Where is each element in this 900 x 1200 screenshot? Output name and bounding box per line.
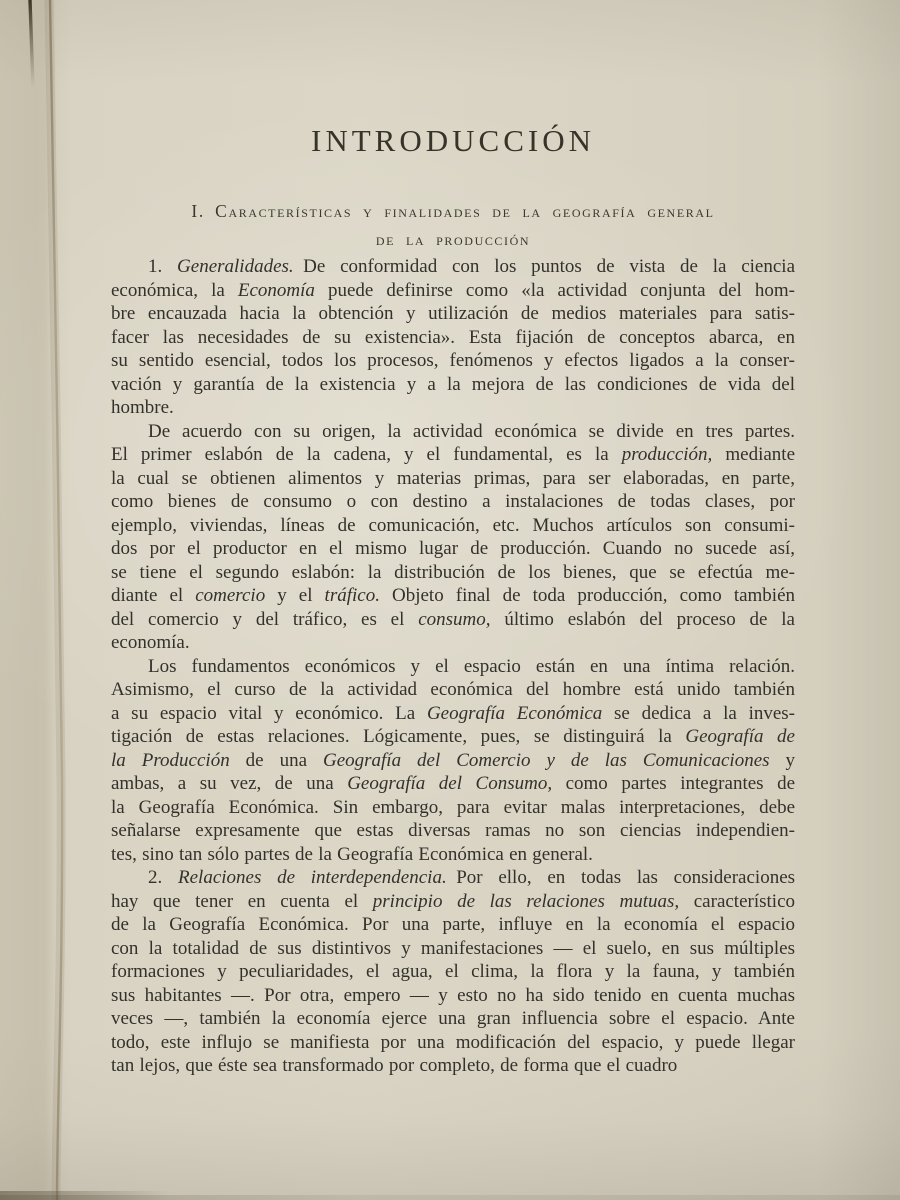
- text-segment: veces —, también la economía ejerce una gran influencia sobre el espacio. Ante: [111, 1008, 795, 1029]
- text-line: [111, 420, 795, 444]
- text-segment: del comercio y del tráfico, es el: [111, 608, 419, 630]
- text-line: [111, 937, 795, 961]
- text-line: [111, 443, 795, 467]
- italic-text-segment: consumo,: [418, 608, 491, 630]
- text-segment: todo, este influjo se manifiesta por una modificación del espacio, y puede llegar: [111, 1031, 795, 1053]
- text-segment: De conformidad con los puntos de vista de la ciencia: [293, 256, 796, 277]
- text-line: [111, 772, 795, 796]
- text-line: [111, 913, 795, 937]
- text-segment: formaciones y peculiaridades, el agua, el clima, la flora y la fauna, y también: [111, 961, 795, 982]
- text-segment: se tiene el segundo eslabón: la distribución de los bienes, que se efectúa me-: [111, 561, 795, 583]
- text-segment: último eslabón del proceso de la: [490, 608, 795, 630]
- text-line: [111, 255, 795, 279]
- text-segment: tan lejos, que éste sea transformado por completo, de forma que el cuadro: [111, 1055, 678, 1076]
- italic-text-segment: Economía: [237, 279, 315, 301]
- text-line: [111, 890, 795, 914]
- text-line: [111, 984, 795, 1008]
- text-line: [111, 349, 795, 373]
- italic-text-segment: Generalidades.: [177, 256, 294, 277]
- section-heading-line-1: I. Características y finalidades de la geografía general: [191, 201, 715, 221]
- italic-text-segment: Geografía Económica: [426, 702, 603, 724]
- text-line: [111, 279, 795, 303]
- text-segment: ejemplo, viviendas, líneas de comunicación, etc. Muchos artículos son consumi-: [111, 514, 795, 536]
- text-segment: El primer eslabón de la cadena, y el fundamental, es la: [111, 444, 622, 465]
- text-segment: como partes integrantes de: [552, 773, 795, 794]
- text-segment: de la Geografía Económica. Por una parte, influye en la economía el espacio: [111, 914, 795, 935]
- text-line: [111, 467, 795, 491]
- text-segment: mediante: [712, 444, 795, 465]
- text-segment: la cual se obtienen alimentos y materias primas, para ser elaboradas, en parte,: [111, 467, 795, 489]
- text-segment: 1.: [148, 256, 178, 277]
- text-segment: económica, la: [111, 279, 238, 301]
- section-heading-line-2: de la producción: [375, 229, 531, 249]
- text-line: [111, 396, 795, 420]
- paragraph: [111, 255, 795, 420]
- text-segment: se dedica a la inves-: [602, 702, 796, 724]
- text-segment: 2.: [148, 867, 178, 888]
- text-line: [111, 1054, 795, 1078]
- text-line: [111, 655, 795, 679]
- text-segment: bre encauzada hacia la obtención y utilización de medios materiales para satis-: [111, 303, 795, 324]
- text-line: [111, 725, 795, 749]
- italic-text-segment: producción,: [621, 444, 713, 465]
- text-line: [111, 584, 795, 608]
- italic-text-segment: Geografía de: [685, 726, 795, 747]
- italic-text-segment: comercio: [195, 585, 266, 606]
- text-segment: Por ello, en todas las consideraciones: [446, 867, 796, 888]
- text-line: [111, 1031, 795, 1055]
- text-line: [111, 608, 795, 632]
- text-segment: facer las necesidades de su existencia». Esta fijación de conceptos abarca, en: [111, 326, 795, 348]
- text-line: [111, 866, 795, 890]
- text-segment: hay que tener en cuenta el: [111, 890, 373, 912]
- text-line: [111, 796, 795, 820]
- text-segment: hombre.: [111, 397, 174, 418]
- text-segment: a su espacio vital y económico. La: [111, 702, 427, 724]
- page-bottom-corner-shadow: [0, 1191, 170, 1200]
- italic-text-segment: la Producción: [111, 749, 230, 771]
- text-segment: característico: [679, 890, 796, 912]
- text-segment: con la totalidad de sus distintivos y manifestaciones — el suelo, en sus múltiples: [111, 937, 795, 959]
- text-segment: y el: [265, 585, 325, 606]
- text-line: [111, 490, 795, 514]
- text-segment: Los fundamentos económicos y el espacio están en una íntima relación.: [148, 655, 795, 677]
- paragraph: [111, 655, 795, 867]
- text-line: [111, 326, 795, 350]
- text-segment: como bienes de consumo o con destino a instalaciones de todas clases, por: [111, 491, 795, 512]
- text-line: [111, 302, 795, 326]
- text-segment: economía.: [111, 632, 190, 653]
- text-segment: de una: [229, 749, 323, 771]
- text-segment: Objeto final de toda producción, como también: [379, 585, 796, 606]
- italic-text-segment: Geografía del Consumo,: [347, 773, 553, 794]
- italic-text-segment: Relaciones de interdependencia.: [178, 867, 447, 888]
- section-heading: [111, 197, 795, 253]
- text-line: [111, 960, 795, 984]
- text-line: [111, 702, 795, 726]
- paragraph: [111, 866, 795, 1078]
- text-segment: puede definirse como «la actividad conjunta del hom-: [314, 279, 795, 301]
- text-line: [111, 749, 795, 773]
- paragraph: [111, 420, 795, 655]
- page-title: INTRODUCCIÓN: [311, 123, 595, 158]
- text-segment: y: [769, 749, 796, 771]
- text-segment: De acuerdo con su origen, la actividad económica se divide en tres partes.: [148, 420, 795, 442]
- text-line: [111, 373, 795, 397]
- text-line: [111, 514, 795, 538]
- text-segment: señalarse expresamente que estas diversas ramas no son ciencias independien-: [111, 820, 795, 841]
- text-line: [111, 819, 795, 843]
- text-line: [111, 631, 795, 655]
- text-segment: su sentido esencial, todos los procesos, fenómenos y efectos ligados a la conser-: [111, 350, 795, 371]
- text-line: [111, 678, 795, 702]
- text-segment: diante el: [111, 585, 196, 606]
- text-line: [111, 1007, 795, 1031]
- text-segment: tes, sino tan sólo partes de la Geografía Económica en general.: [111, 843, 593, 865]
- italic-text-segment: principio de las relaciones mutuas,: [372, 890, 680, 912]
- text-line: [111, 537, 795, 561]
- text-segment: tigación de estas relaciones. Lógicamente, pues, se distinguirá la: [111, 726, 686, 747]
- text-line: [111, 561, 795, 585]
- body-text: [111, 255, 795, 1078]
- text-segment: ambas, a su vez, de una: [111, 773, 348, 794]
- page-content: [111, 0, 795, 1200]
- italic-text-segment: tráfico.: [324, 585, 380, 606]
- text-segment: la Geografía Económica. Sin embargo, para evitar malas interpretaciones, debe: [111, 796, 795, 818]
- text-segment: sus habitantes —. Por otra, empero — y esto no ha sido tenido en cuenta muchas: [111, 984, 795, 1006]
- page-gutter-shading: [0, 0, 56, 1200]
- text-segment: dos por el productor en el mismo lugar de producción. Cuando no sucede así,: [111, 538, 795, 559]
- text-segment: Asimismo, el curso de la actividad económica del hombre está unido también: [111, 679, 795, 700]
- text-line: [111, 843, 795, 867]
- italic-text-segment: Geografía del Comercio y de las Comunicaciones: [322, 749, 770, 771]
- text-segment: vación y garantía de la existencia y a la mejora de las condiciones de vida del: [111, 373, 795, 395]
